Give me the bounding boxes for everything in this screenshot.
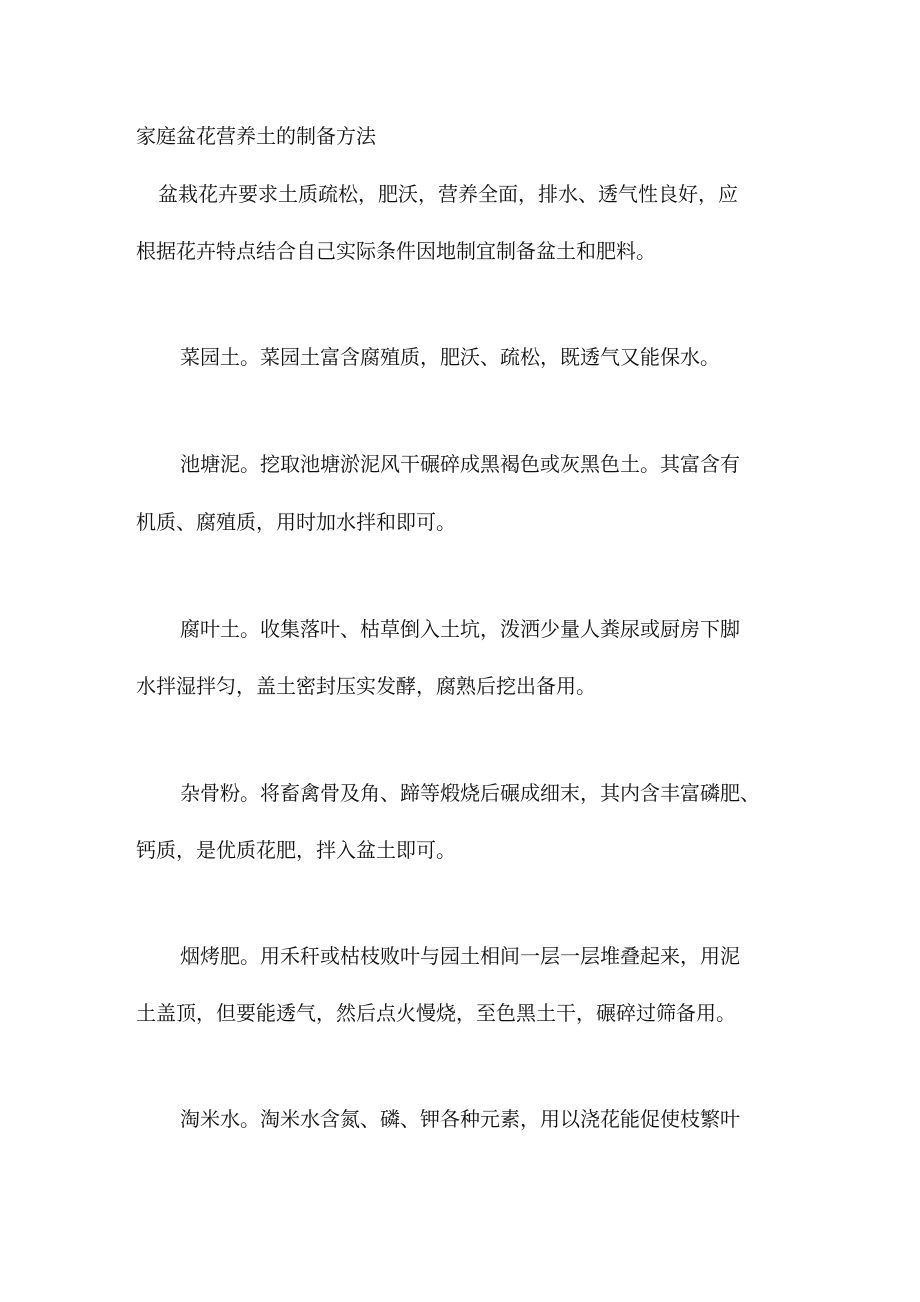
paragraph-line: 菜园土。菜园土富含腐殖质，肥沃、疏松，既透气又能保水。 bbox=[180, 345, 720, 369]
paragraph-line: 机质、腐殖质，用时加水拌和即可。 bbox=[136, 510, 456, 534]
paragraph-line: 土盖顶，但要能透气，然后点火慢烧，至色黑土干，碾碎过筛备用。 bbox=[136, 1001, 736, 1025]
paragraph-line: 池塘泥。挖取池塘淤泥风干碾碎成黑褐色或灰黑色土。其富含有 bbox=[180, 452, 740, 476]
paragraph-line: 盆栽花卉要求土质疏松，肥沃，营养全面，排水、透气性良好，应 bbox=[158, 182, 738, 206]
document-title: 家庭盆花营养土的制备方法 bbox=[136, 124, 376, 148]
paragraph-line: 根据花卉特点结合自己实际条件因地制宜制备盆土和肥料。 bbox=[136, 239, 656, 263]
paragraph-line: 淘米水。淘米水含氮、磷、钾各种元素，用以浇花能促使枝繁叶 bbox=[180, 1107, 740, 1131]
paragraph-line: 杂骨粉。将畜禽骨及角、蹄等煅烧后碾成细末，其内含丰富磷肥、 bbox=[180, 781, 760, 805]
paragraph-line: 烟烤肥。用禾秆或枯枝败叶与园土相间一层一层堆叠起来，用泥 bbox=[180, 944, 740, 968]
paragraph-line: 水拌湿拌匀，盖土密封压实发酵，腐熟后挖出备用。 bbox=[136, 674, 596, 698]
paragraph-line: 腐叶土。收集落叶、枯草倒入土坑，泼洒少量人粪尿或厨房下脚 bbox=[180, 617, 740, 641]
paragraph-line: 钙质，是优质花肥，拌入盆土即可。 bbox=[136, 838, 456, 862]
